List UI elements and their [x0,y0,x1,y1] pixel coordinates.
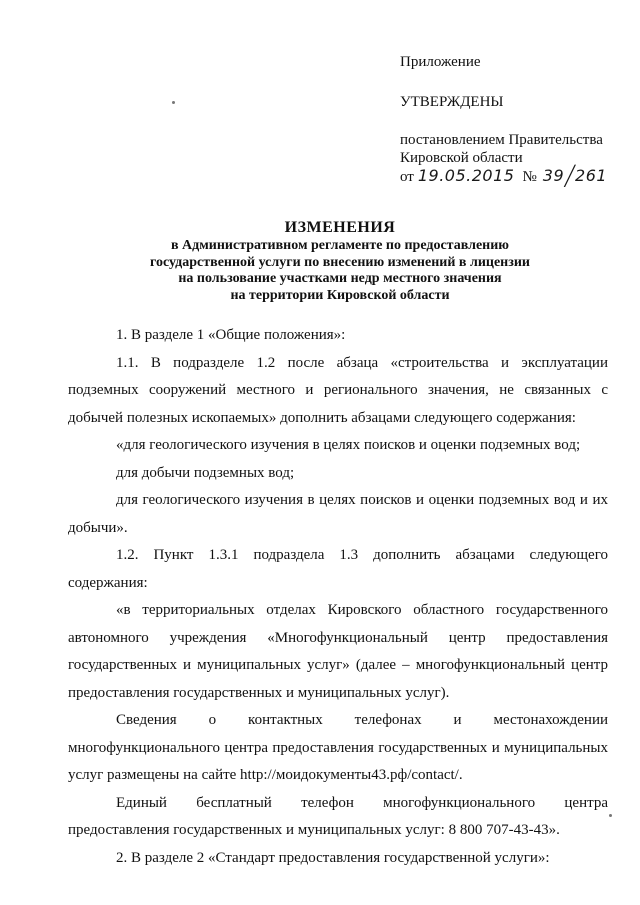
paragraph-contacts: Сведения о контактных телефонах и местонахождении многофункционального центра предоставления государственных и муниципальных услуг размещены на сайте http://моидокументы43.рф/contact/. [68,712,608,783]
paragraph-section-1: 1. В разделе 1 «Общие положения»: [116,327,346,343]
date-prefix: от [400,169,414,185]
approval-block [400,53,630,192]
decree-date-number-line [400,159,630,192]
number-prefix: № [522,169,537,185]
heading-subtitle-line: на территории Кировской области [230,287,450,303]
paragraph-quote-3: для геологического изучения в целях поисков и оценки подземных вод и их добычи». [68,492,608,536]
document-body [68,322,608,872]
scan-speck [609,814,612,817]
appendix-label: Приложение [400,54,481,70]
decree-line-2: Кировской области [400,150,523,166]
heading-title: ИЗМЕНЕНИЯ [284,219,396,236]
heading-subtitle-line: на пользование участками недр местного значения [178,271,502,286]
handwritten-number-part-1: 39 [542,166,565,185]
document-heading [60,218,620,304]
approved-label: УТВЕРЖДЕНЫ [400,94,504,110]
heading-subtitle-line: в Административном регламенте по предоставлению [171,238,509,253]
paragraph-section-2: 2. В разделе 2 «Стандарт предоставления государственной услуги»: [116,849,550,866]
paragraph-phone: Единый бесплатный телефон многофункционального центра предоставления государственных и муниципальных услуг: 8 800 707-43-43». [68,794,608,838]
handwritten-number-part-2: 261 [575,166,608,185]
paragraph-quote-2: для добычи подземных вод; [116,464,295,481]
paragraph-1-2: 1.2. Пункт 1.3.1 подраздела 1.3 дополнить абзацами следующего содержания: [68,547,608,591]
paragraph-quote-4: «в территориальных отделах Кировского областного государственного автономного учреждения «Многофункциональный центр предоставления государственных и муниципальных услуг» (далее – многофункциональный центр предоставления государственных и муниципальных услуг). [68,602,608,701]
handwritten-slash: / [564,159,577,192]
paragraph-quote-1: «для геологического изучения в целях поисков и оценки подземных вод; [116,437,581,453]
decree-line-1: постановлением Правительства [400,132,603,148]
scan-speck [172,101,175,104]
handwritten-date: 19.05.2015 [417,166,515,185]
paragraph-1-1: 1.1. В подразделе 1.2 после абзаца «строительства и эксплуатации подземных сооружений местного и регионального значения, не связанных с добычей полезных ископаемых» дополнить абзацами следующего содержания: [68,354,608,426]
heading-subtitle-line: государственной услуги по внесению изменений в лицензии [150,254,530,270]
